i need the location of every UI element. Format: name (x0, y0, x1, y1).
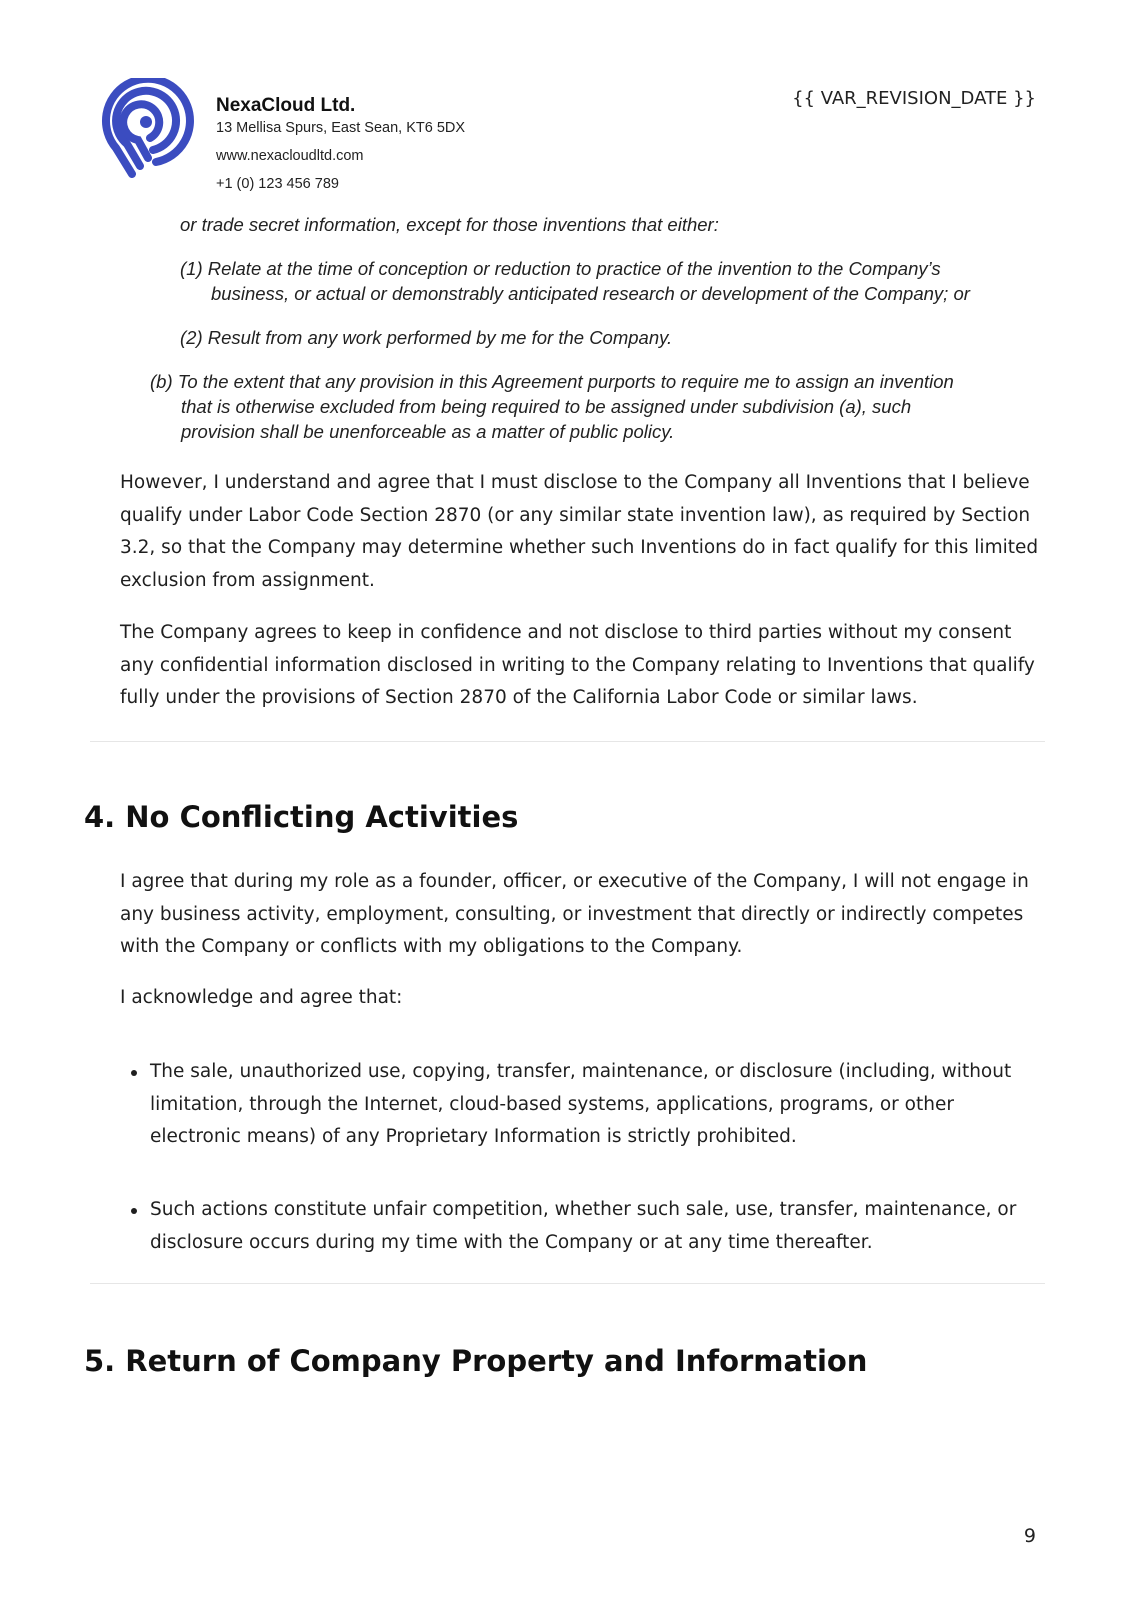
company-info (216, 94, 465, 193)
clause-item-1-line-1: (1) Relate at the time of conception or reduction to practice of the invention to the Company’s (180, 258, 941, 279)
company-phone: +1 (0) 123 456 789 (216, 176, 339, 192)
bullet-dot-icon (131, 1070, 137, 1076)
section-5-heading: 5. Return of Company Property and Information (84, 1344, 868, 1378)
clause-item-b-line-1: (b) To the extent that any provision in this Agreement purports to require me to assign an invention (150, 371, 954, 392)
bullet-list (120, 1056, 1050, 1154)
clause-item-b-line-3: provision shall be unenforceable as a matter of public policy. (181, 421, 675, 442)
section-4-heading: 4. No Conflicting Activities (84, 800, 519, 834)
clause-item-b (150, 369, 1040, 444)
section-4-paragraph: I agree that during my role as a founder, officer, or executive of the Company, I will not engage in any business activity, employment, consulting, or investment that directly or indirectly competes with the Company or conflicts with my obligations to the Company. (120, 871, 1029, 957)
section-divider (90, 741, 1045, 742)
concentric-p-logo-icon (98, 78, 194, 178)
list-item (120, 1194, 1050, 1259)
page-number: 9 (1023, 1525, 1036, 1547)
confidentiality-paragraph: The Company agrees to keep in confidence and not disclose to third parties without my consent any confidential information disclosed in writing to the Company relating to Inventions that qualify fully under the provisions of Section 2870 of the California Labor Code or similar laws. (120, 622, 1035, 708)
company-website[interactable]: www.nexacloudltd.com (216, 148, 364, 164)
list-item (120, 1056, 1050, 1154)
bullet-dot-icon (131, 1208, 137, 1214)
clause-item-2: (2) Result from any work performed by me for the Company. (180, 327, 673, 348)
clause-item-1-line-2: business, or actual or demonstrably anticipated research or development of the Company; or (211, 283, 970, 304)
clause-item-1 (180, 256, 1060, 306)
clause-item-b-line-2: that is otherwise excluded from being required to be assigned under subdivision (a), such (181, 396, 912, 417)
acknowledge-paragraph: I acknowledge and agree that: (120, 987, 403, 1008)
list-item-text: The sale, unauthorized use, copying, transfer, maintenance, or disclosure (including, without limitation, through the Internet, cloud-based systems, applications, programs, or other electronic means) of any Proprietary Information is strictly prohibited. (150, 1061, 1012, 1147)
company-logo (98, 78, 194, 178)
disclosure-paragraph: However, I understand and agree that I must disclose to the Company all Inventions that I believe qualify under Labor Code Section 2870 (or any similar state invention law), as required by Section 3.2, so that the Company may determine whether such Inventions do in fact qualify for this limited exclusion from assignment. (120, 472, 1039, 591)
clause-intro: or trade secret information, except for those inventions that either: (180, 214, 719, 235)
section-divider (90, 1283, 1045, 1284)
company-address: 13 Mellisa Spurs, East Sean, KT6 5DX (216, 120, 466, 136)
revision-date: {{ VAR_REVISION_DATE }} (792, 88, 1036, 109)
list-item-text: Such actions constitute unfair competition, whether such sale, use, transfer, maintenance, or disclosure occurs during my time with the Company or at any time thereafter. (150, 1199, 1017, 1253)
company-name: NexaCloud Ltd. (216, 95, 356, 116)
bullet-list (120, 1194, 1050, 1259)
